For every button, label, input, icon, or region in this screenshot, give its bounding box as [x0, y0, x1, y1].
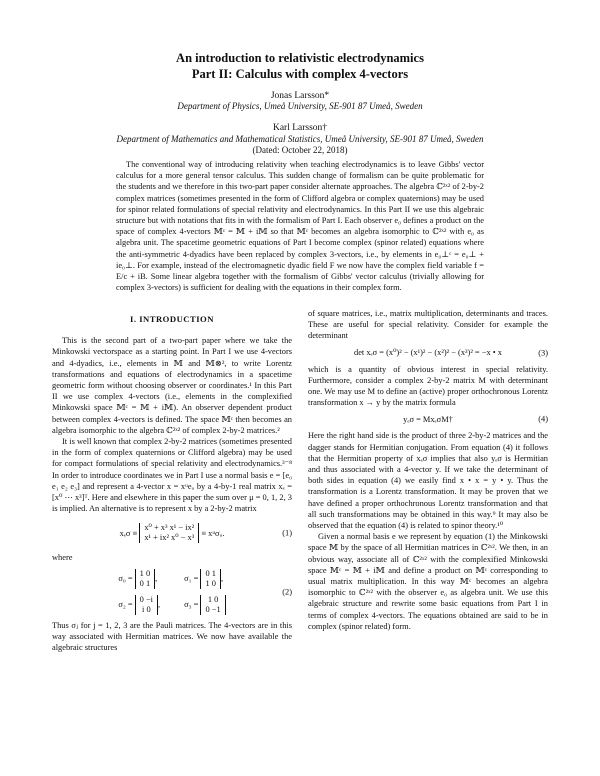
equation-2	[52, 564, 292, 620]
left-paragraph-3: Thus σⱼ for j = 1, 2, 3 are the Pauli matrices. The 4-vectors are in this way associated with Hermitian matrices. We now have available the algebraic structures	[52, 620, 292, 653]
eq1-row-1: x⁰ + x³ x¹ − ix²	[144, 523, 195, 533]
sigma-2-row-2: i 0	[142, 604, 151, 614]
left-paragraph-1: This is the second part of a two-part paper where we take the Minkowski vectorspace as a starting point. In Part I we use 4-vectors and 4-dyadics, i.e., elements in 𝕄 and 𝕄⊗², to write Lorentz transformations and equations of electrodynamics in a spacetime geometric form without choosing observer or coordinates.¹ In this Part II we use complex 4-vectors (i.e., elements in the complexified Minkowski space 𝕄ᶜ = 𝕄 + i𝕄). An observer dependent product between complex 4-vectors is defined. The space 𝕄ᶜ then becomes an algebra isomorphic to the algebra ℂ²ˣ² of complex 2-by-2 matrices.²	[52, 336, 292, 435]
date-line: (Dated: October 22, 2018)	[252, 145, 348, 155]
equation-3	[308, 342, 548, 364]
author-2: Karl Larsson†	[272, 123, 328, 133]
sigma-3-row-1: 1 0	[207, 594, 219, 604]
sigma-1-matrix	[200, 569, 220, 589]
sigma-0-lhs: σ₀ =	[118, 573, 133, 583]
sigma-2-row-1: 0 −i	[139, 594, 154, 604]
title-line-2: Part II: Calculus with complex 4-vectors	[191, 67, 409, 81]
sigma-0-row-1: 1 0	[139, 568, 151, 578]
sigma-2-lhs: σ₂ =	[118, 599, 133, 609]
left-paragraph-2: It is well known that complex 2-by-2 matrices (sometimes presented in the form of complex quaternions or Clifford algebra) may be used for compact formulations of special relativity and electrodynamics.³⁻⁸ In order to introduce coordinates we in Part I use a normal basis e = [e₀ e₁ e₂ e₃] and represent a 4-vector x = xᵘeᵤ by a 4-by-1 real matrix xₑ = [x⁰ ⋯ x³]ᵀ. Here and elsewhere in this paper the sum over μ = 0, 1, 2, 3 is implied. An alternative is to represent x by a 2-by-2 matrix	[52, 437, 292, 514]
affiliation-2: Department of Mathematics and Mathematical Statistics, Umeå University, SE-901 87 Umeå, Sweden	[116, 134, 484, 144]
sigma-0-row-2: 0 1	[139, 578, 151, 588]
sigma-3-lhs: σ₃ =	[184, 599, 199, 609]
eq2-number: (2)	[282, 587, 292, 597]
sigma-3-row-2: 0 −1	[205, 604, 221, 614]
eq3-body: det xₑσ = (x⁰)² − (x¹)² − (x²)² − (x³)² = −x • x	[354, 348, 502, 357]
right-column	[308, 308, 548, 632]
sigma-2: σ₂ = 0 −i i 0 ,	[118, 594, 161, 614]
abstract	[116, 159, 484, 293]
sigma-1-lhs: σ₁ =	[184, 573, 199, 583]
eq1-lhs: xₑσ ≡	[119, 528, 138, 538]
left-column	[52, 308, 292, 653]
sigma-2-matrix	[135, 595, 158, 615]
sigma-3	[184, 595, 226, 615]
author-1: Jonas Larsson*	[270, 91, 330, 101]
affiliation-1: Department of Physics, Umeå University, SE-901 87 Umeå, Sweden	[177, 101, 423, 111]
eq1-row-2: x¹ + ix² x⁰ − x³	[144, 533, 195, 543]
equation-4	[308, 408, 548, 430]
right-paragraph-1: of square matrices, i.e., matrix multiplication, determinants and traces. These are useful for special relativity. Consider for example the determinant	[308, 309, 548, 341]
sigma-1-row-1: 0 1	[205, 568, 216, 578]
where-text: where	[52, 553, 73, 563]
right-paragraph-4: Given a normal basis e we represent by equation (1) the Minkowski space 𝕄 by the space of all Hermitian matrices in ℂ²ˣ². We then, in an obvious way, associate all of ℂ²ˣ² with the complexified Minkowski space 𝕄ᶜ = 𝕄 + i𝕄 and define a product on 𝕄ᶜ corresponding to usual matrix multiplication. In this way 𝕄ᶜ becomes an algebra isomorphic to ℂ²ˣ² with the observer e₀ as algebra unit. We use this algebraic structure and rewrite some basic equations from Part I in terms of complex 4-vectors. The equations obtained are said to be in complex (spinor related) form.	[308, 532, 548, 631]
sigma-3-matrix	[200, 595, 225, 615]
section-heading: I. INTRODUCTION	[130, 314, 214, 324]
sigma-0: σ₀ = 1 0 0 1 ,	[118, 568, 158, 588]
sigma-1-row-2: 1 0	[205, 578, 216, 588]
pauli-grid	[118, 569, 225, 615]
eq1-number: (1)	[282, 528, 292, 538]
eq3-number: (3)	[538, 348, 548, 358]
eq1-matrix	[139, 523, 199, 543]
right-paragraph-3: Here the right hand side is the product of three 2-by-2 matrices and the dagger stands for Hermitian conjugation. From equation (4) it follows that the Hermitian property of xₑσ implies that also yₑσ is Hermitian and thus associated with a 4-vector y. If we take the determinant of both sides in equation (4) we easily find x • x = y • y. Thus the transformation is a Lorentz transformation. It may be proven that we have defined a proper orthochronous Lorentz transformation and that all such transformations may be obtained in this way.⁹ It may also be observed that the equation (4) is related to spinor theory.¹⁰	[308, 431, 548, 531]
title-line-1: An introduction to relativistic electrodynamics	[176, 51, 424, 65]
sigma-1: σ₁ = 0 1 1 0 ,	[184, 568, 224, 588]
abstract-paragraph: The conventional way of introducing relativity when teaching electrodynamics is to leave Gibbs' vector calculus for a more general tensor calculus. This sudden change of formalism can be quite problematic for the students and we therefore in this two-part paper consider alternate approaches. The algebra ℂ²ˣ² of 2-by-2 complex matrices (sometimes presented in the form of Clifford algebra or complex quaternions) may be used for spinor related formulations of special relativity and electrodynamics. In this Part II we use this algebraic structure but with notations that fits in with the formalism of Part I. Each observer e₀ defines a product on the space of complex 4-vectors 𝕄ᶜ = 𝕄 + i𝕄 so that 𝕄ᶜ becomes an algebra isomorphic to ℂ²ˣ² with e₀ as algebra unit. The spacetime geometric equations of Part I become complex (spinor related) equations where the anti-symmetric 4-dyadics have been replaced by complex 3-vectors, i.e., by elements in e₀⊥ᶜ = e₀⊥ + ie₀⊥. For example, instead of the electromagnetic dyadic field F we now have the complex field variable f = E/c + iB. Some linear algebra together with the formalism of Gibbs' vector calculus (trivially allowing for complex 3-vectors) is sufficient for dealing with the equations in their complex form.	[116, 160, 484, 293]
paper-title	[60, 50, 540, 82]
equation-1	[52, 514, 292, 552]
eq4-number: (4)	[538, 414, 548, 424]
eq1-rhs: ≡ xᵘσᵤ.	[201, 528, 225, 538]
sigma-0-matrix	[135, 569, 155, 589]
right-paragraph-2: which is a quantity of obvious interest in special relativity. Furthermore, consider a complex 2-by-2 matrix M with determinant one. We may use M to define an (active) proper orthochronous Lorentz transformation x → y by the matrix formula	[308, 364, 548, 408]
eq4-body: yₑσ = MxₑσM†	[403, 414, 453, 424]
